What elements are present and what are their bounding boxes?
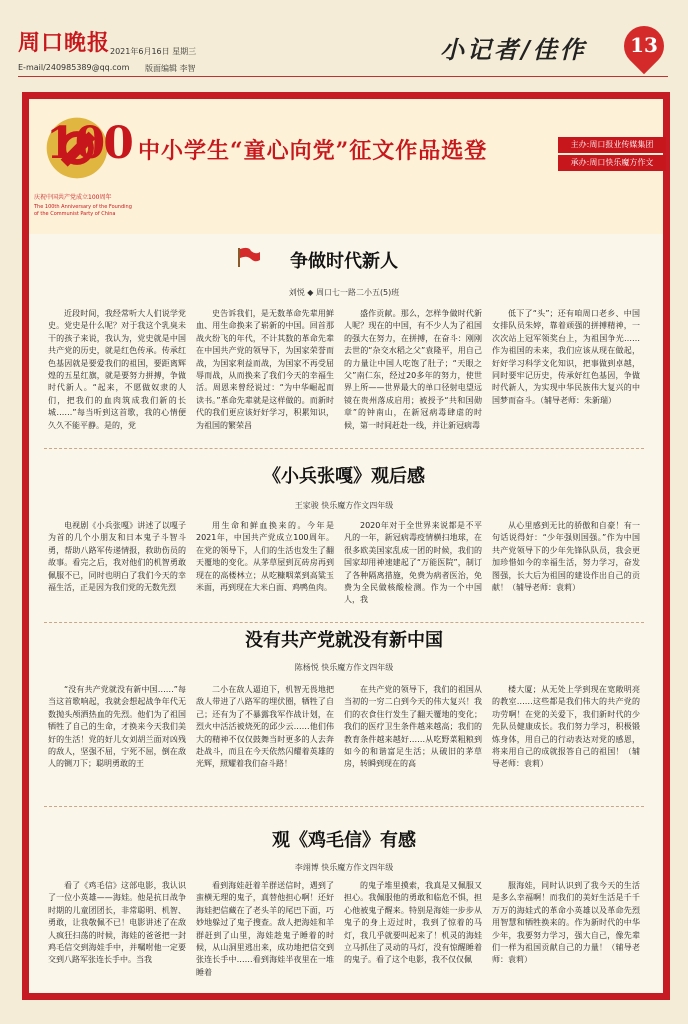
article-divider — [44, 622, 644, 624]
article-column: 电视剧《小兵张嘎》讲述了以嘎子为首的几个小朋友和日本鬼子斗智斗勇，帮助八路军传递情报，救助伤员的故事。看完之后，我对他们的机智勇敢佩服不已，同时也明白了我们今天的幸福生活，正是因为我们党的无数先烈 — [48, 521, 186, 593]
article-column: 服海娃，同时认识到了我今天的生活是多么幸福啊！而我们的美好生活是千千万万的海娃式的革命小英雄以及革命先烈用智慧和牺牲换来的。作为新时代的中华少年，我要努力学习，强大自己，像先辈们一样为祖国贡献自己的力量！（辅导老师：袁莉） — [492, 881, 640, 965]
centenary-number: 100 — [46, 118, 132, 169]
article-column: 在共产党的领导下，我们的祖国从当初的一穷二白到今天的伟大复兴！我们的衣食住行发生了翻天覆地的变化；我们的医疗卫生条件越来越高；我们的教育条件越来越好……从吃野菜粗粮到如今的和谐富足生活；从破旧的茅草房，转瞬到现在的高 — [344, 685, 482, 769]
centenary-caption: 庆祝中国共产党成立100周年 — [34, 194, 112, 201]
article-column: 从心里感到无比的骄傲和自豪！有一句话说得好：“少年强则国强。”作为中国共产党领导下的少年先锋队队员，我会更加珍惜如今的幸福生活，努力学习，奋发图强，长大后为祖国的建设作出自己的贡献！（辅导老师：袁莉） — [492, 521, 640, 593]
article-column: 2020年对于全世界来说都是不平凡的一年，新冠病毒疫情横扫地球，在很多欧美国家乱成一团的时候，我们的国家却用神速建起了“万能医院”，制订了各种隔离措施，免费为病者医治，免费为全民做核酸检测。作为一个中国人，我 — [344, 521, 482, 605]
article-column: 看了《鸡毛信》这部电影，我认识了一位小英雄——海娃。他是抗日战争时期的儿童团团长，非常聪明、机智、勇敢，让我敬佩不已！电影讲述了在敌人疯狂扫荡的时候，海娃的爸爸把一封鸡毛信交到海娃手中，并嘱咐他一定要交到八路军张连长手中。当我 — [48, 881, 186, 965]
article-byline: 刘悦 ◆ 周口七一路二小五(5)班 — [288, 288, 400, 297]
article-column: 盛作贡献。那么，怎样争做时代新人呢？现在的中国，有不少人为了祖国的强大在努力，在拼搏，在奋斗：刚刚去世的“杂交水稻之父”袁隆平，用自己的力量让中国人吃饱了肚子；“天眼之父”南仁东，经过20多年的努力，使世界上所——世界最大的单口径射电望远镜在贵州落成启用；被授予“共和国勋章”的钟南山，在新冠病毒肆虐的时候，第一时间赶赴一线，并让新冠病毒 — [344, 309, 482, 430]
article-column: 用生命和鲜血换来的。今年是2021年，中国共产党成立100周年。在党的领导下，人们的生活也发生了翻天覆地的变化。从茅草屋到瓦砖房再到现在的高楼林立；从吃糠咽菜到高粱玉米面，再到现在大米白面、鸡鸭鱼肉。 — [196, 521, 334, 593]
article-column: 低下了“头”；还有咱周口老乡、中国女排队员朱婷，靠着顽强的拼搏精神，一次次站上冠军领奖台上，为祖国争光……作为祖国的未来，我们应该从现在做起，好好学习科学文化知识，把事做到卓越，同时要牢记历史，传承好红色基因，争做时代新人，为实现中华民族伟大复兴的中国梦而奋斗。（辅导老师：朱新瑞） — [492, 309, 640, 405]
contact-email: E-mail/240985389@qq.com — [18, 63, 130, 72]
article-title: 没有共产党就没有新中国 — [245, 630, 443, 651]
article-column: 楼大厦；从无处上学到现在宽敞明亮的教室……这些都是我们伟大的共产党的功劳啊！在党的关爱下，我们新时代的少先队员健康成长。我们努力学习，积极锻炼身体，用自己的行动表达对党的感恩，将来用自己的成就报答自己的祖国！（辅导老师：袁莉） — [492, 685, 640, 769]
article-column: 的鬼子堆里摸索，我真是又佩服又担心。我佩服他的勇敢和临危不惧，担心他被鬼子醒来。特别是海娃一步步从鬼子的身上迈过时，我到了惊着的马灯，我几乎就要叫起来了！机灵的海娃立马抓住了灵动的马灯，没有惊醒睡着的鬼子。看了这个电影，我不仅仅佩 — [344, 881, 482, 965]
centenary-caption-en: The 100th Anniversary of the Founding of the Communist Party of China — [34, 204, 132, 217]
article-byline: 王家骏 快乐魔方作文四年级 — [294, 501, 394, 510]
issue-date: 2021年6月16日 星期三 — [110, 47, 197, 56]
page-header — [0, 0, 688, 88]
article-byline: 李翊博 快乐魔方作文四年级 — [294, 863, 394, 872]
section-title: 小记者/佳作 — [440, 35, 587, 64]
article-column: 二小在敌人逼迫下，机智无畏地把敌人带进了八路军的埋伏圈，牺牲了自己；还有为了不暴露我军作战计划，在烈火中活活被烧死的邱少云……他们伟大的精神不仅仅鼓舞当时更多的人去奔赴战斗，而且在今天依然闪耀着英雄的光辉，照耀着我们奋斗路！ — [196, 685, 334, 769]
header-rule — [18, 76, 668, 77]
newspaper-name: 周口晚报 — [18, 30, 111, 56]
layout-editor: 版面编辑 李智 — [145, 64, 196, 73]
organizer-label: 主办:周口报业传媒集团 — [558, 137, 666, 153]
article-title: 争做时代新人 — [290, 251, 398, 272]
page-number: 13 — [630, 33, 658, 57]
article-divider — [44, 448, 644, 450]
banner-title: 中小学生“童心向党”征文作品选登 — [138, 138, 488, 164]
co-organizer-label: 承办:周口快乐魔方作文 — [558, 155, 666, 171]
article-column: “没有共产党就没有新中国……”每当这首歌响起，我就会想起战争年代无数抛头颅洒热血的先烈。他们为了祖国牺牲了自己的生命，才换来今天我们美好的生活！党的好儿女刘胡兰面对凶残的敌人，坚强不屈，宁死不屈，倒在敌人的铡刀下；聪明勇敢的王 — [48, 685, 186, 769]
article-divider — [44, 806, 644, 808]
article-column: 看到海娃赶着羊群送信时，遇到了蛮横无理的鬼子，真替他担心啊！还好海娃把信藏在了老头羊的尾巴下面，巧妙地躲过了鬼子搜查。敌人把海娃和羊群赶到了山里，海娃趁鬼子睡着的时候，从山洞里逃出来，成功地把信交到张连长手中……看到海娃半夜里在一堆睡着 — [196, 881, 334, 977]
article-byline: 陈杨悦 快乐魔方作文四年级 — [294, 663, 394, 672]
article-title: 《小兵张嘎》观后感 — [263, 466, 425, 487]
article-title: 观《鸡毛信》有感 — [272, 830, 416, 851]
article-column: 近段时间，我经常听大人们说学党史。党史是什么呢？对于我这个乳臭未干的孩子来说，我认为，党史就是中国共产党的历史，就是红色传承。传承红色基因就是要爱我们的祖国，要距离辉煌的五星红旗，就是要努力拼搏，争做时代新人。“起来，不愿做奴隶的人们，把我们的血肉筑成我们新的长城……”每当听到这首歌，我的心情便久久不能平静。是的，党 — [48, 309, 186, 430]
article-column: 史告诉我们，是无数革命先辈用鲜血、用生命换来了崭新的中国。回首那战火纷飞的年代，不计其数的革命先辈在中国共产党的领导下，为国家荣誉而战，为国家利益而战，为国家不再受屈辱而战，从而换来了我们今天的幸福生活。周恩来曾经说过：“为中华崛起而读书。”革命先辈就是这样做的。而新时代的我们更应该好好学习，积累知识，为祖国的繁荣昌 — [196, 309, 334, 430]
